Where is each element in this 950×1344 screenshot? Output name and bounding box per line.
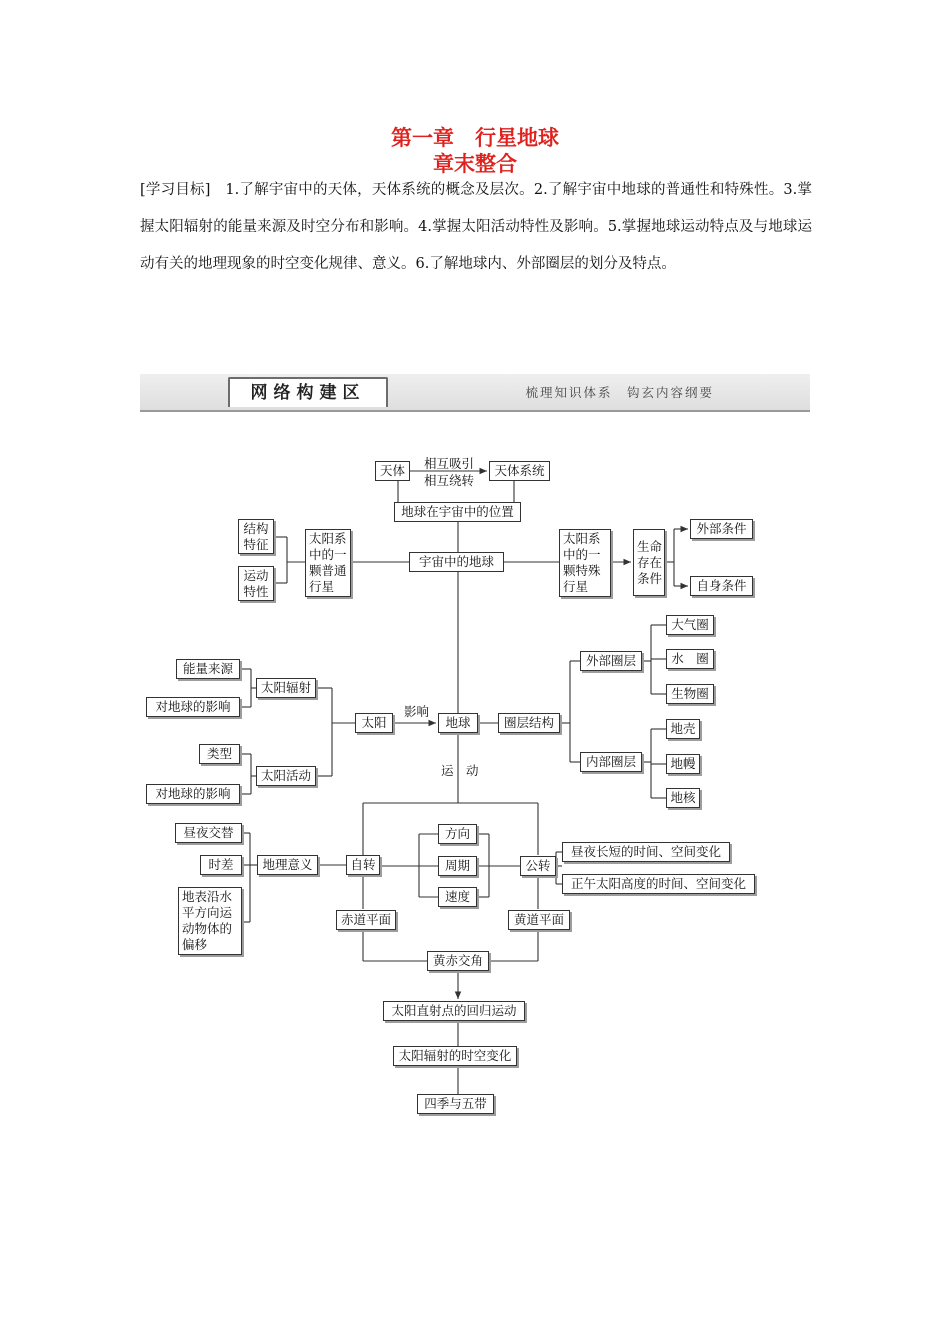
box-outer-layers: 外部圈层 (580, 651, 642, 671)
box-solar-activity: 太阳活动 (256, 766, 316, 786)
box-earth: 地球 (438, 713, 478, 733)
learning-objectives: [学习目标] 1.了解宇宙中的天体，天体系统的概念及层次。2.了解宇宙中地球的普通性和特殊性。3.掌握太阳辐射的能量来源及时空分布和影响。4.掌握太阳活动特性及影响。5.掌握地球运动特点及与地球运动有关的地理现象的时空变化规律、意义。6.了解地球内、外部圈层的划分及特点。 (140, 182, 812, 272)
box-crust: 地壳 (666, 719, 700, 739)
box-revolution: 公转 (520, 856, 556, 876)
box-inner-layers: 内部圈层 (580, 752, 642, 772)
box-ordinary-planet: 太阳系 中的一 颗普通 行星 (305, 529, 351, 597)
box-biosphere: 生物圈 (666, 684, 714, 704)
box-rotation: 自转 (346, 855, 380, 875)
box-time-difference: 时差 (200, 855, 242, 875)
box-hydrosphere: 水 圈 (666, 649, 714, 669)
box-deflection: 地表沿水 平方向运 动物体的 偏移 (178, 887, 242, 955)
box-external-conditions: 外部条件 (690, 519, 753, 539)
chapter-title: 第一章 行星地球 (391, 125, 559, 150)
box-day-length: 昼夜长短的时间、空间变化 (562, 842, 730, 862)
box-layer-structure: 圈层结构 (498, 713, 560, 733)
banner-tab-label: 网络构建区 (228, 377, 388, 407)
box-tianti: 天体 (375, 461, 410, 481)
box-earth-in-universe: 宇宙中的地球 (409, 552, 504, 572)
box-radiation-variation: 太阳辐射的时空变化 (393, 1046, 517, 1066)
box-noon-sun: 正午太阳高度的时间、空间变化 (562, 874, 755, 894)
box-effect-on-earth-radiation: 对地球的影响 (146, 697, 240, 717)
box-self-conditions: 自身条件 (690, 576, 753, 596)
box-tianti-system: 天体系统 (489, 461, 550, 481)
label-mutual-attract: 相互吸引 (424, 456, 475, 471)
box-period: 周期 (438, 856, 477, 876)
box-subsolar-migration: 太阳直射点的回归运动 (383, 1001, 525, 1021)
box-ecliptic-plane: 黄道平面 (508, 910, 570, 930)
box-special-planet: 太阳系 中的一 颗特殊 行星 (559, 529, 611, 597)
box-seasons-zones: 四季与五带 (417, 1094, 494, 1114)
section-title: 章末整合 (433, 151, 517, 176)
box-direction: 方向 (438, 824, 477, 844)
box-mantle: 地幔 (666, 754, 700, 774)
box-speed: 速度 (438, 887, 477, 907)
label-motion: 运 动 (441, 763, 479, 778)
box-energy-source: 能量来源 (176, 659, 240, 679)
box-effect-on-earth-activity: 对地球的影响 (146, 784, 240, 804)
box-structure-feature: 结构 特征 (238, 519, 274, 554)
box-sun: 太阳 (355, 713, 393, 733)
banner-subtitle: 梳理知识体系 钩玄内容纲要 (525, 385, 714, 400)
box-earth-position: 地球在宇宙中的位置 (394, 502, 521, 522)
box-atmosphere: 大气圈 (666, 615, 714, 635)
box-geo-significance: 地理意义 (257, 855, 318, 875)
label-mutual-orbit: 相互绕转 (424, 473, 475, 488)
box-types: 类型 (199, 744, 240, 764)
box-day-night: 昼夜交替 (175, 823, 242, 843)
box-obliquity: 黄赤交角 (427, 951, 489, 971)
box-motion-feature: 运动 特性 (238, 566, 274, 601)
box-life-conditions: 生命 存在 条件 (633, 529, 665, 596)
label-influence: 影响 (404, 704, 430, 719)
box-core: 地核 (666, 788, 700, 808)
box-solar-radiation: 太阳辐射 (256, 678, 316, 698)
box-equator-plane: 赤道平面 (336, 910, 396, 930)
